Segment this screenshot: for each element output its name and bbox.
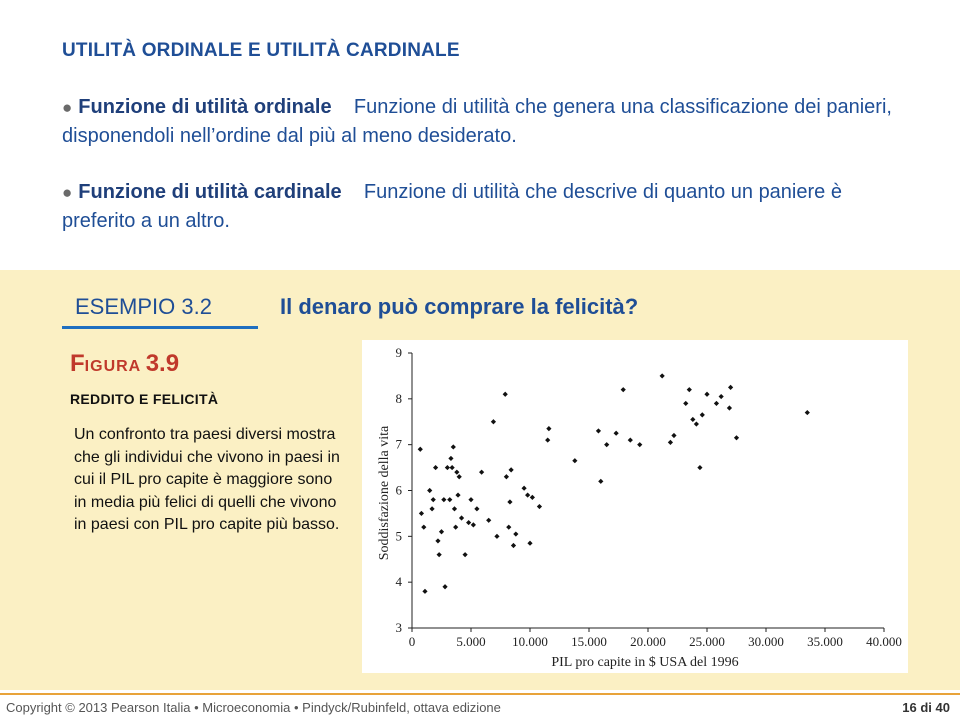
figure-number-initial: F (70, 350, 85, 377)
definition-term: Funzione di utilità cardinale (78, 181, 342, 203)
data-point (441, 497, 446, 502)
data-point (437, 552, 442, 557)
figure-number (70, 350, 179, 378)
data-point (431, 497, 436, 502)
data-point (454, 470, 459, 475)
x-tick-label: 15.000 (571, 634, 607, 649)
data-point (445, 465, 450, 470)
definition-text: Funzione di utilità che descrive di quanto un paniere è preferito a un altro. (62, 181, 842, 232)
data-point (427, 488, 432, 493)
data-point (486, 518, 491, 523)
data-point (452, 506, 457, 511)
data-point (598, 479, 603, 484)
data-point (463, 552, 468, 557)
data-point (474, 506, 479, 511)
data-point (671, 433, 676, 438)
data-point (511, 543, 516, 548)
y-tick-label: 8 (395, 390, 402, 406)
data-point (422, 589, 427, 594)
y-tick-label: 5 (395, 528, 402, 544)
data-point (700, 412, 705, 417)
y-tick-label: 4 (395, 574, 402, 590)
data-point (503, 392, 508, 397)
data-point (433, 465, 438, 470)
x-tick-label: 25.000 (689, 634, 725, 649)
data-point (447, 497, 452, 502)
definition-text: Funzione di utilità che genera una classificazione dei panieri, disponendoli nell’ordine dal più al meno desiderato. (62, 96, 892, 147)
chart-points (418, 373, 810, 594)
data-point (628, 437, 633, 442)
data-point (719, 394, 724, 399)
data-point (637, 442, 642, 447)
data-point (694, 421, 699, 426)
bullet-icon: ● (62, 98, 73, 117)
figure-number-value: 3.9 (145, 350, 180, 377)
data-point (453, 525, 458, 530)
data-point (494, 534, 499, 539)
y-axis-label: Soddisfazione della vita (377, 425, 392, 561)
data-point (704, 392, 709, 397)
figure-subtitle: REDDITO E FELICITÀ (70, 391, 219, 407)
data-point (457, 474, 462, 479)
example-label: ESEMPIO 3.2 (75, 294, 212, 319)
footer-copyright: Copyright © 2013 Pearson Italia • Microeconomia • Pindyck/Rubinfeld, ottava edizione (6, 700, 501, 715)
data-point (527, 541, 532, 546)
data-point (572, 458, 577, 463)
y-tick-label: 6 (395, 482, 402, 498)
data-point (530, 495, 535, 500)
scatter-chart (362, 340, 908, 673)
data-point (727, 405, 732, 410)
data-point (491, 419, 496, 424)
data-point (683, 401, 688, 406)
data-point (418, 447, 423, 452)
definition-ordinal (62, 93, 902, 151)
chart-svg (362, 340, 908, 673)
y-tick-label: 7 (395, 436, 402, 452)
data-point (596, 428, 601, 433)
data-point (421, 525, 426, 530)
slide-title: UTILITÀ ORDINALE E UTILITÀ CARDINALE (62, 40, 460, 61)
x-axis-label: PIL pro capite in $ USA del 1996 (551, 655, 739, 670)
bullet-icon: ● (62, 183, 73, 202)
data-point (509, 467, 514, 472)
data-point (471, 522, 476, 527)
data-point (545, 437, 550, 442)
data-point (604, 442, 609, 447)
data-point (728, 385, 733, 390)
y-tick-label: 9 (395, 345, 402, 360)
data-point (504, 474, 509, 479)
data-point (506, 525, 511, 530)
data-point (455, 492, 460, 497)
data-point (734, 435, 739, 440)
data-point (429, 506, 434, 511)
chart-axes (396, 345, 902, 649)
example-label-underline (62, 326, 258, 329)
footer-divider (0, 693, 960, 695)
data-point (690, 417, 695, 422)
x-tick-label: 35.000 (807, 634, 843, 649)
data-point (687, 387, 692, 392)
data-point (419, 511, 424, 516)
data-point (479, 470, 484, 475)
data-point (468, 497, 473, 502)
data-point (805, 410, 810, 415)
data-point (451, 444, 456, 449)
figure-number-word: IGURA (84, 358, 142, 375)
data-point (448, 456, 453, 461)
data-point (714, 401, 719, 406)
definition-term: Funzione di utilità ordinale (78, 96, 332, 118)
data-point (546, 426, 551, 431)
data-point (668, 440, 673, 445)
data-point (697, 465, 702, 470)
data-point (614, 431, 619, 436)
y-tick-label: 3 (395, 620, 402, 635)
x-tick-label: 40.000 (866, 634, 902, 649)
data-point (450, 465, 455, 470)
definition-cardinal (62, 178, 902, 236)
data-point (522, 486, 527, 491)
x-tick-label: 0 (408, 634, 416, 649)
page-number: 16 di 40 (902, 700, 950, 715)
x-tick-label: 5.000 (456, 634, 486, 649)
x-tick-label: 20.000 (630, 634, 666, 649)
figure-caption: Un confronto tra paesi diversi mostra che gli individui che vivono in paesi in cui il PIL pro capite è maggiore sono in media più felici di quelli che vivono in paesi con PIL pro capite più basso. (74, 426, 340, 534)
data-point (435, 538, 440, 543)
data-point (537, 504, 542, 509)
data-point (525, 492, 530, 497)
x-tick-label: 30.000 (748, 634, 784, 649)
data-point (660, 373, 665, 378)
data-point (466, 520, 471, 525)
data-point (439, 529, 444, 534)
example-title: Il denaro può comprare la felicità? (280, 294, 639, 319)
data-point (507, 499, 512, 504)
data-point (459, 515, 464, 520)
data-point (621, 387, 626, 392)
data-point (442, 584, 447, 589)
data-point (513, 531, 518, 536)
x-tick-label: 10.000 (512, 634, 548, 649)
